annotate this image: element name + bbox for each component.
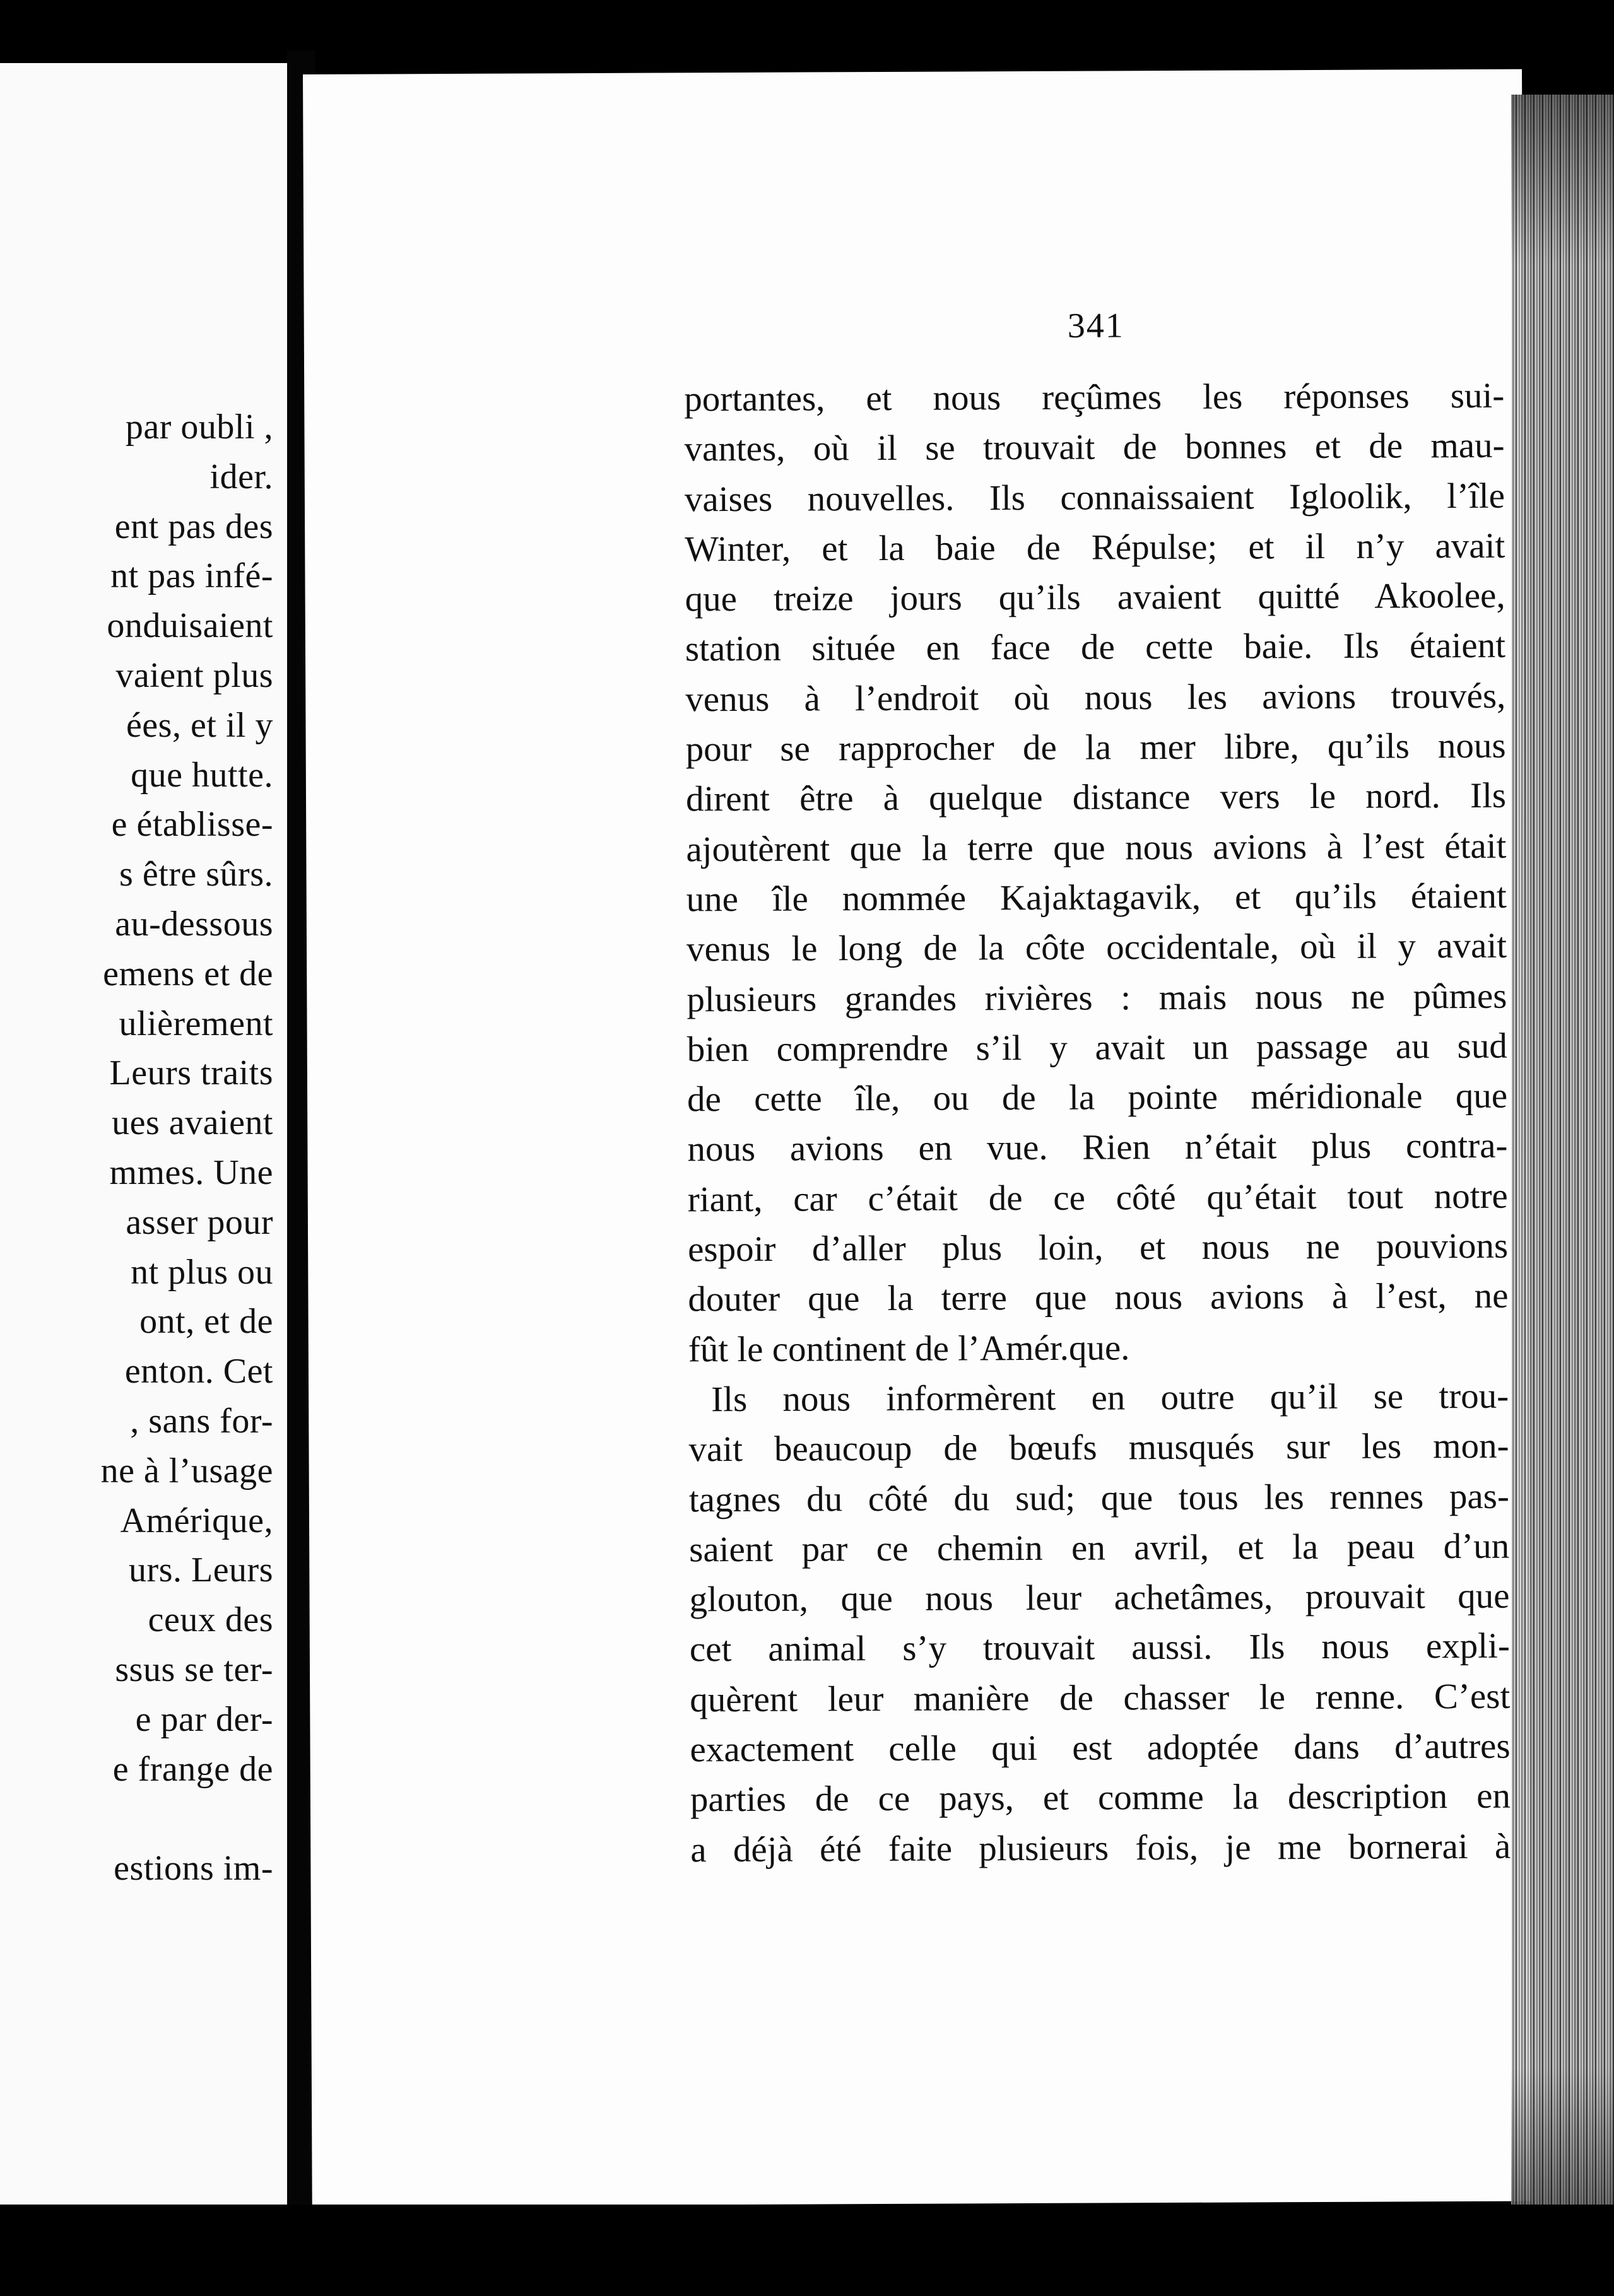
left-line: s être sûrs.	[119, 855, 273, 894]
text-line: portantes, et nous reçûmes les réponses sui-	[684, 375, 1505, 419]
left-line: nt plus ou	[131, 1252, 273, 1292]
text-line: glouton, que nous leur achetâmes, prouvait que	[689, 1576, 1510, 1620]
left-line: ssus se ter-	[115, 1649, 273, 1689]
left-line: ont, et de	[139, 1302, 273, 1342]
right-page	[303, 69, 1531, 2206]
body-text	[684, 371, 1511, 1875]
bottom-shadow	[0, 2205, 1614, 2296]
text-line: parties de ce pays, et comme la description en	[690, 1776, 1511, 1820]
left-line: par oubli ,	[125, 407, 273, 447]
text-line: douter que la terre que nous avions à l’est, ne	[688, 1276, 1509, 1320]
left-line: , sans for-	[130, 1401, 273, 1441]
left-line: urs. Leurs	[129, 1550, 273, 1590]
left-line: ider.	[209, 457, 273, 496]
left-line: Amérique,	[120, 1501, 273, 1540]
left-line-blank	[0, 1794, 273, 1844]
paragraph-start-line: Ils nous informèrent en outre qu’il se trou-	[711, 1376, 1509, 1420]
left-line: e par der-	[135, 1699, 273, 1739]
text-line: venus le long de la côte occidentale, où il y avait	[686, 925, 1507, 969]
left-page	[0, 63, 287, 2208]
text-line: plusieurs grandes rivières : mais nous ne pûmes	[686, 976, 1507, 1019]
text-line: riant, car c’était de ce côté qu’était tout notre	[687, 1176, 1508, 1220]
text-line: de cette île, ou de la pointe méridionale que	[686, 1075, 1508, 1120]
left-line: ne à l’usage	[100, 1451, 273, 1491]
text-line: nous avions en vue. Rien n’était plus contra-	[687, 1126, 1508, 1169]
text-line: tagnes du côté du sud; que tous les rennes pas-	[688, 1476, 1509, 1520]
left-line: nt pas infé-	[110, 556, 273, 596]
left-line: emens et de	[103, 954, 273, 993]
left-line: onduisaient	[107, 606, 273, 646]
text-line: ajoutèrent que la terre que nous avions à l’est était	[686, 826, 1507, 870]
text-line: espoir d’aller plus loin, et nous ne pouvions	[687, 1226, 1509, 1270]
left-line: e frange de	[112, 1749, 273, 1789]
left-line: estions im-	[114, 1849, 273, 1889]
left-line: au-dessous	[115, 904, 273, 944]
text-line: vaises nouvelles. Ils connaissaient Igloolik, l’île	[684, 476, 1505, 519]
left-line: ées, et il y	[126, 705, 273, 745]
text-line: bien comprendre s’il y avait un passage au sud	[686, 1026, 1507, 1070]
text-line: que treize jours qu’ils avaient quitté Akoolee,	[685, 575, 1505, 619]
left-line: mmes. Une	[109, 1152, 273, 1192]
text-line: Winter, et la baie de Répulse; et il n’y avait	[685, 525, 1505, 570]
left-line: que hutte.	[131, 755, 273, 795]
text-line: saient par ce chemin en avril, et la peau d’un	[689, 1526, 1510, 1570]
text-line: quèrent leur manière de chasser le renne. C’est	[690, 1676, 1511, 1720]
left-line: Leurs traits	[109, 1053, 273, 1093]
text-line: exactement celle qui est adoptée dans d’autres	[690, 1726, 1511, 1770]
fore-edge-shadow	[1511, 95, 1614, 2239]
paragraph-end-line: fût le continent de l’Amér.que.	[688, 1327, 1130, 1369]
left-line: ues avaient	[112, 1103, 273, 1143]
left-line: vaient plus	[115, 655, 273, 695]
text-line: station située en face de cette baie. Ils étaient	[685, 626, 1506, 669]
text-line: pour se rapprocher de la mer libre, qu’ils nous	[685, 725, 1506, 770]
left-line: enton. Cet	[124, 1352, 273, 1391]
text-line: vantes, où il se trouvait de bonnes et de mau-	[684, 425, 1505, 469]
left-line: ent pas des	[114, 507, 273, 546]
left-line: e établisse-	[111, 805, 273, 845]
left-line: ulièrement	[119, 1004, 273, 1043]
text-line: venus à l’endroit où nous les avions trouvés,	[685, 676, 1506, 720]
text-line: a déjà été faite plusieurs fois, je me bornerai à	[690, 1826, 1511, 1870]
left-line: ceux des	[148, 1600, 273, 1640]
left-page-text	[0, 402, 273, 1894]
text-line: dirent être à quelque distance vers le nord. Ils	[685, 776, 1507, 819]
page-number: 341	[1067, 306, 1124, 346]
text-line: vait beaucoup de bœufs musqués sur les mon-	[688, 1426, 1509, 1470]
text-line: une île nommée Kajaktagavik, et qu’ils étaient	[686, 876, 1507, 920]
left-line: asser pour	[126, 1202, 273, 1242]
text-line: cet animal s’y trouvait aussi. Ils nous expli-	[689, 1626, 1511, 1670]
